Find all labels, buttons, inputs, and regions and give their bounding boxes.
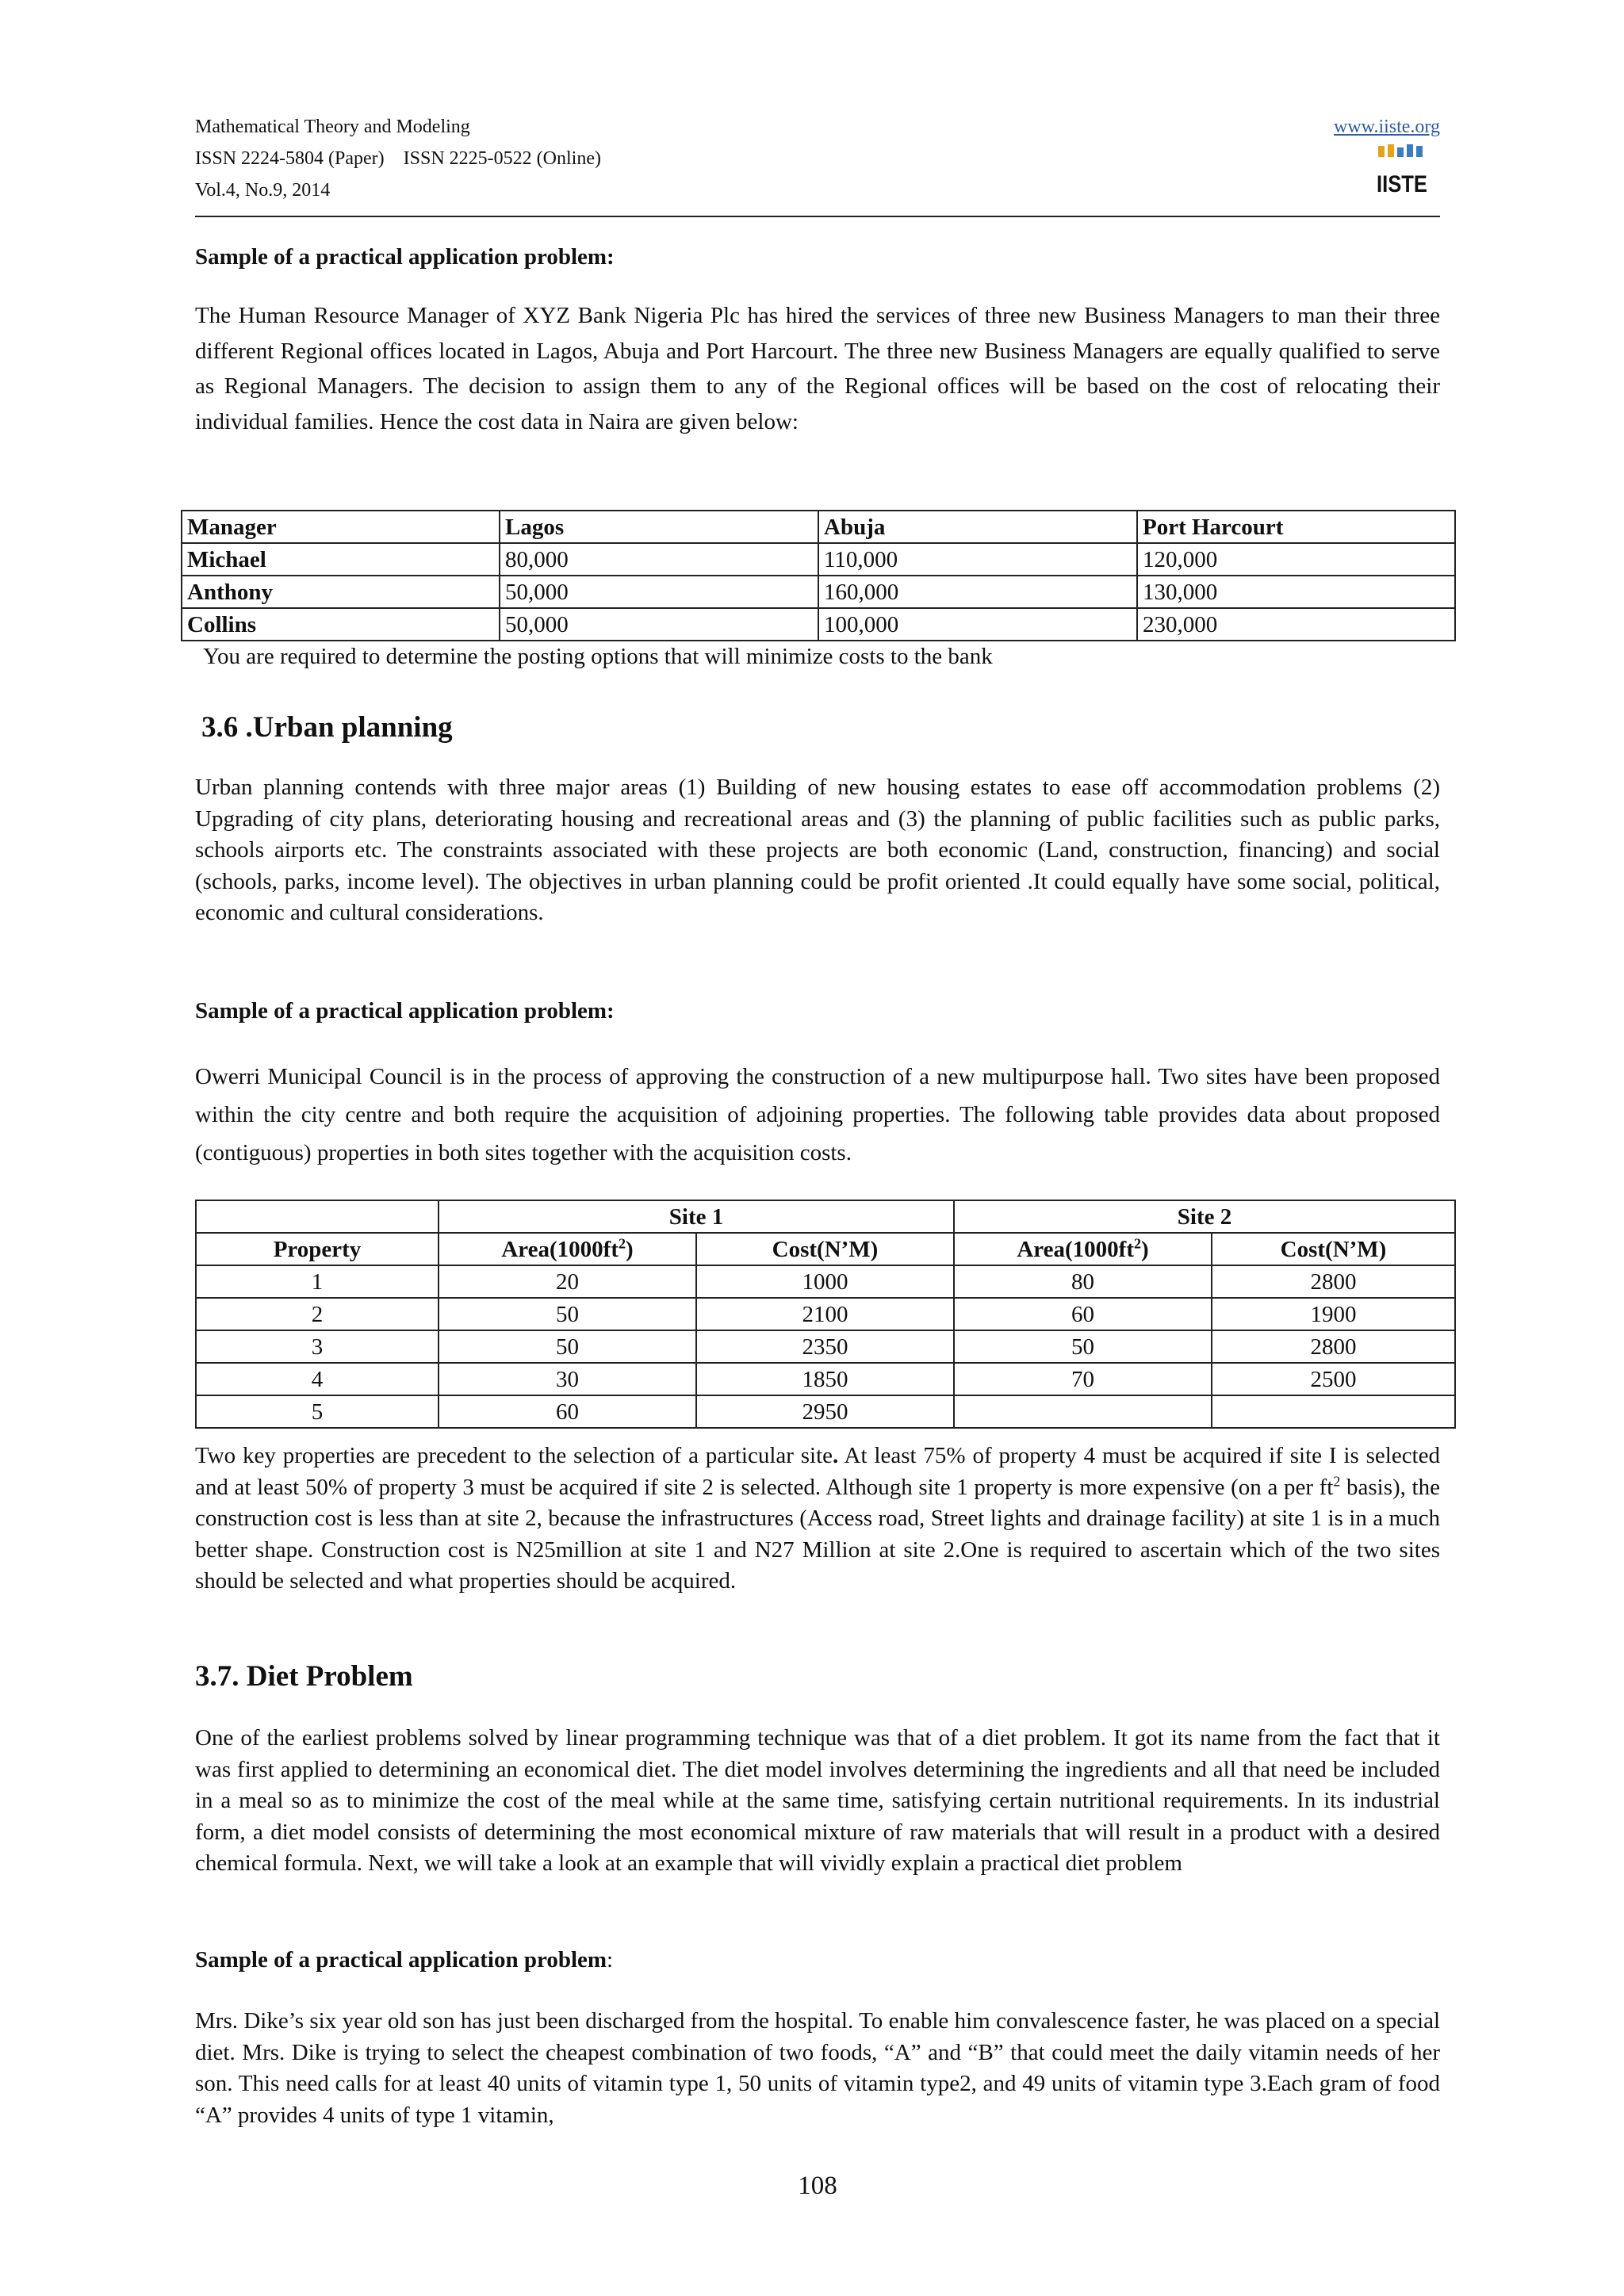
sample1-paragraph-block: [195, 298, 1440, 439]
col-header-abuja: Abuja: [818, 511, 1137, 543]
issn-line: ISSN 2224-5804 (Paper) ISSN 2225-0522 (Online): [195, 148, 601, 169]
col-header-lagos: Lagos: [500, 511, 818, 543]
website-link[interactable]: www.iiste.org: [1334, 117, 1440, 137]
sample3-heading-text: Sample of a practical application problem: [195, 1947, 607, 1973]
sample2-paragraph: Owerri Municipal Council is in the process of approving the construction of a new multipurpose hall. Two sites have been proposed within the city centre and both require the acquisition of adjoining properties. The following table provides data about proposed (contiguous) properties in both sites together with the acquisition costs.: [195, 1064, 1440, 1165]
table-cell: 1850: [696, 1363, 954, 1395]
site1-header: Site 1: [439, 1200, 954, 1233]
property-header: Property: [196, 1233, 439, 1265]
manager-cost-table: [181, 510, 1456, 641]
property-table-block: [195, 1200, 1454, 1429]
table-cell: 30: [439, 1363, 696, 1395]
table-cell: 50,000: [500, 608, 818, 641]
after-table2-part2: At least 75% of property 4 must be acquired if site I is selected and at least 50% of property 3 must be acquired if site 2 is selected. Although site 1 property is more expensive (on a per ft: [195, 1443, 1440, 1500]
col-header-port-harcourt: Port Harcourt: [1137, 511, 1455, 543]
table-row: [196, 1298, 1455, 1330]
sample1-heading-block: [195, 241, 1440, 273]
table-cell: [1212, 1395, 1455, 1428]
area-sup: 2: [618, 1234, 626, 1251]
iiste-logo: [1375, 143, 1429, 206]
sample3-heading: [195, 1944, 1440, 1976]
urban-paragraph: Urban planning contends with three major areas (1) Building of new housing estates to ease off accommodation problems (2) Upgrading of city plans, deteriorating housing and recreational areas and (3) the planning of public facilities such as public parks, schools airports etc. The constraints associated with these projects are both economic (Land, construction, financing) and social (schools, parks, income level). The objectives in urban planning could be profit oriented .It could equally have some social, political, economic and cultural considerations.: [195, 775, 1440, 925]
table-cell: 2800: [1212, 1265, 1455, 1298]
journal-header: [195, 111, 1440, 216]
table-cell: 2350: [696, 1330, 954, 1363]
sample3-heading-block: [195, 1944, 1440, 1976]
site2-header: Site 2: [954, 1200, 1455, 1233]
table-cell: 70: [954, 1363, 1212, 1395]
col-header-manager: Manager: [182, 511, 500, 543]
table-cell: 1900: [1212, 1298, 1455, 1330]
diet-paragraph-block: [195, 1723, 1440, 1880]
table-cell: 1000: [696, 1265, 954, 1298]
table-cell: 50: [439, 1330, 696, 1363]
table-cell: 1: [196, 1265, 439, 1298]
table-row: [196, 1363, 1455, 1395]
table-row: [196, 1330, 1455, 1363]
table-row: [182, 576, 1455, 608]
urban-heading-block: [201, 708, 1446, 748]
header-rule: [195, 216, 1440, 217]
sample3-heading-colon: :: [607, 1947, 614, 1973]
table-cell: [954, 1395, 1212, 1428]
sample1-paragraph: The Human Resource Manager of XYZ Bank Nigeria Plc has hired the services of three new Business Managers to man their three different Regional offices located in Lagos, Abuja and Port Harcourt. The three new Business Managers are equally qualified to serve as Regional Managers. The decision to assign them to any of the Regional offices will be based on the cost of relocating their individual families. Hence the cost data in Naira are given below:: [195, 303, 1440, 434]
empty-corner-cell: [196, 1200, 439, 1233]
table-cell: 2: [196, 1298, 439, 1330]
logo-text: IISTE: [1377, 171, 1427, 197]
after-table2-paragraph: [195, 1441, 1440, 1598]
after-table2-block: [195, 1441, 1440, 1598]
area-label: Area(1000ft: [1017, 1236, 1134, 1262]
section-heading-urban-planning: 3.6 .Urban planning: [201, 711, 453, 744]
table1-note-block: [203, 641, 1448, 672]
table-cell: 2800: [1212, 1330, 1455, 1363]
after-table2-part1: Two key properties are precedent to the selection of a particular site: [195, 1443, 833, 1468]
manager-cost-table-block: [181, 510, 1454, 641]
header-right: [1334, 111, 1440, 143]
sample3-paragraph-block: [195, 2006, 1440, 2131]
sample2-heading: Sample of a practical application problem:: [195, 998, 615, 1024]
table-cell: 5: [196, 1395, 439, 1428]
table-cell: 4: [196, 1363, 439, 1395]
table-cell: 50,000: [500, 576, 818, 608]
diet-paragraph: One of the earliest problems solved by linear programming technique was that of a diet problem. It got its name from the fact that it was first applied to determining an economical diet. The diet model involves determining the ingredients and all that need be included in a meal so as to minimize the cost of the meal while at the same time, satisfying certain nutritional requirements. In its industrial form, a diet model consists of determining the most economical mixture of raw materials that will result in a product with a desired chemical formula. Next, we will take a look at an example that will vividly explain a practical diet problem: [195, 1725, 1440, 1876]
table-cell: 120,000: [1137, 543, 1455, 576]
table-cell: 130,000: [1137, 576, 1455, 608]
table-cell: 60: [954, 1298, 1212, 1330]
table-row: [182, 608, 1455, 641]
area-close: ): [625, 1236, 634, 1262]
header-left: [195, 111, 601, 206]
site2-cost-header: Cost(N’M): [1212, 1233, 1455, 1265]
table-cell: 80: [954, 1265, 1212, 1298]
section-heading-diet-problem: 3.7. Diet Problem: [195, 1660, 413, 1693]
table1-note: You are required to determine the posting options that will minimize costs to the bank: [203, 644, 993, 669]
area-label: Area(1000ft: [501, 1236, 619, 1262]
table-header-row: [182, 511, 1455, 543]
column-header-row: [196, 1233, 1455, 1265]
table-cell: 160,000: [818, 576, 1137, 608]
table-cell: 60: [439, 1395, 696, 1428]
table-cell: 2950: [696, 1395, 954, 1428]
diet-heading-block: [195, 1657, 1440, 1697]
site-header-row: [196, 1200, 1455, 1233]
table-cell: 3: [196, 1330, 439, 1363]
volume-line: Vol.4, No.9, 2014: [195, 180, 331, 201]
table-row: [196, 1395, 1455, 1428]
table-row: [196, 1265, 1455, 1298]
site1-area-header: [439, 1233, 696, 1265]
area-close: ): [1140, 1236, 1149, 1262]
table-cell: 50: [954, 1330, 1212, 1363]
urban-paragraph-block: [195, 772, 1440, 929]
table-cell: 100,000: [818, 608, 1137, 641]
manager-name: Collins: [182, 608, 500, 641]
site1-cost-header: Cost(N’M): [696, 1233, 954, 1265]
manager-name: Michael: [182, 543, 500, 576]
table-cell: 50: [439, 1298, 696, 1330]
journal-title: Mathematical Theory and Modeling: [195, 117, 470, 137]
table-row: [182, 543, 1455, 576]
table-cell: 230,000: [1137, 608, 1455, 641]
page-number: 108: [798, 2172, 837, 2200]
after-table2-part3: basis), the construction cost is less than at site 2, because the infrastructures (Access road, Street lights and drainage facility) at site 1 is in a much better shape. Construction cost is N25million at site 1 and N27 Million at site 2.One is required to ascertain which of the two sites should be selected and what properties should be acquired.: [195, 1474, 1440, 1594]
table-cell: 2100: [696, 1298, 954, 1330]
after-table2-period: .: [833, 1443, 839, 1468]
table-cell: 80,000: [500, 543, 818, 576]
sample2-heading-block: [195, 995, 1440, 1027]
table-cell: 20: [439, 1265, 696, 1298]
area-sup: 2: [1133, 1234, 1141, 1251]
manager-name: Anthony: [182, 576, 500, 608]
sample1-heading: Sample of a practical application problem:: [195, 244, 615, 270]
table-cell: 2500: [1212, 1363, 1455, 1395]
site2-area-header: [954, 1233, 1212, 1265]
sample2-paragraph-block: [195, 1058, 1440, 1172]
table-cell: 110,000: [818, 543, 1137, 576]
after-table2-sup: 2: [1333, 1472, 1341, 1489]
property-table: [195, 1200, 1456, 1429]
sample3-paragraph: Mrs. Dike’s six year old son has just been discharged from the hospital. To enable him convalescence faster, he was placed on a special diet. Mrs. Dike is trying to select the cheapest combination of two foods, “A” and “B” that could meet the daily vitamin needs of her son. This need calls for at least 40 units of vitamin type 1, 50 units of vitamin type2, and 49 units of vitamin type 3.Each gram of food “A” provides 4 units of type 1 vitamin,: [195, 2008, 1440, 2128]
